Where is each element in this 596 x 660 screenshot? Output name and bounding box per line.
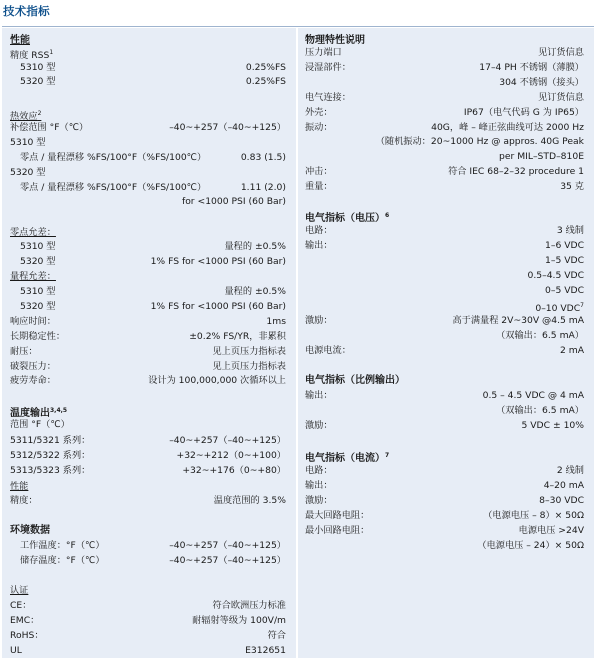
spec-label: 电路： xyxy=(305,465,333,476)
spec-label: 激励： xyxy=(305,495,333,506)
spec-row xyxy=(298,254,594,268)
spec-row xyxy=(2,360,296,374)
spec-value: 1–5 VDC xyxy=(545,255,584,266)
spec-row xyxy=(298,419,594,433)
spec-row xyxy=(298,239,594,253)
spec-label: 疲劳寿命： xyxy=(10,375,56,386)
footnote-marker: 7 xyxy=(580,302,584,309)
spec-label: 外壳： xyxy=(305,107,333,118)
spec-row xyxy=(298,479,594,493)
section-heading: 性能 xyxy=(10,35,30,46)
spec-label: 补偿范围 °F（℃） xyxy=(10,122,89,133)
spec-value: –40~+257（–40~+125） xyxy=(169,555,286,566)
spec-label: 范围 °F（℃） xyxy=(10,419,70,430)
footnote-marker: 7 xyxy=(385,452,390,459)
spec-value: 1.11 (2.0) xyxy=(240,182,286,193)
spec-row xyxy=(2,181,296,195)
spec-value: E312651 xyxy=(245,645,286,656)
spec-row xyxy=(2,449,296,463)
spec-value: 0.5–4.5 VDC xyxy=(527,270,584,281)
spec-value: 见上页压力指标表 xyxy=(212,346,286,357)
spec-value: 符合 xyxy=(267,630,286,641)
spec-label: 电气连接： xyxy=(305,92,351,103)
spec-value: 符合 IEC 68–2–32 procedure 1 xyxy=(448,166,584,177)
spec-row xyxy=(298,509,594,523)
spec-value: +32~+212（0~+100） xyxy=(176,450,286,461)
spec-row xyxy=(2,300,296,314)
spec-row xyxy=(298,180,594,194)
spec-row xyxy=(2,524,296,538)
spec-row xyxy=(2,464,296,478)
spec-value: 2 线制 xyxy=(556,465,584,476)
spec-row xyxy=(2,285,296,299)
spec-value: 17–4 PH 不锈钢（薄膜） xyxy=(479,62,584,73)
spec-value: 设计为 100,000,000 次循环以上 xyxy=(148,375,286,386)
section-heading: 电气指标（电流）$^7$ xyxy=(305,452,390,464)
spec-value: 符合欧洲压力标准 xyxy=(212,600,286,611)
spec-label: 认证 xyxy=(10,585,29,596)
spec-value: 耐辐射等级为 100V/m xyxy=(192,615,286,626)
spec-label: UL xyxy=(10,645,22,656)
spec-value: 量程的 ±0.5% xyxy=(224,241,286,252)
spec-value: 0–5 VDC xyxy=(545,285,584,296)
spec-row xyxy=(298,121,594,135)
spec-row xyxy=(2,330,296,344)
spec-value: 0.25%FS xyxy=(245,76,286,87)
spec-value: 1ms xyxy=(266,316,286,327)
spec-label: 5310 型 xyxy=(10,137,46,148)
spec-value: 高于满量程 2V~30V @4.5 mA xyxy=(452,315,584,326)
spec-row xyxy=(298,539,594,553)
spec-value: 304 不锈钢（接头） xyxy=(499,77,584,88)
spec-value: 5 VDC ± 10% xyxy=(521,420,584,431)
spec-label: 电源电流： xyxy=(305,345,351,356)
footnote-marker: 3,4,5 xyxy=(50,407,68,414)
spec-label: 5320 型 xyxy=(20,256,56,267)
spec-label: 振动： xyxy=(305,122,333,133)
spec-value: 见订货信息 xyxy=(538,47,584,58)
spec-value: 见上页压力指标表 xyxy=(212,361,286,372)
spec-row xyxy=(2,151,296,165)
spec-row xyxy=(2,480,296,494)
spec-value: 0.5 – 4.5 VDC @ 4 mA xyxy=(482,390,584,401)
spec-label: 最大回路电阻： xyxy=(305,510,370,521)
spec-label: 激励： xyxy=(305,420,333,431)
spec-value: IP67（电气代码 G 为 IP65） xyxy=(463,107,584,118)
spec-label: 零点 / 量程漂移 %FS/100°F（%FS/100℃） xyxy=(20,152,207,163)
spec-row xyxy=(298,524,594,538)
spec-value: （电源电压 – 24）× 50Ω xyxy=(477,540,584,551)
spec-row xyxy=(2,614,296,628)
spec-value: 温度范围的 3.5% xyxy=(213,495,286,506)
footnote-marker: 6 xyxy=(385,212,390,219)
page-title: 技术指标 xyxy=(3,4,50,18)
spec-row xyxy=(298,464,594,478)
spec-label: 破裂压力： xyxy=(10,361,56,372)
spec-row xyxy=(2,75,296,89)
spec-label: 5320 型 xyxy=(20,76,56,87)
spec-label: 输出： xyxy=(305,480,333,491)
spec-label: 工作温度：°F（℃） xyxy=(20,540,105,551)
spec-row xyxy=(298,150,594,164)
spec-value: for <1000 PSI (60 Bar) xyxy=(181,196,286,207)
spec-value: 1% FS for <1000 PSI (60 Bar) xyxy=(150,301,286,312)
spec-label: 输出： xyxy=(305,240,333,251)
spec-value: –40~+257（–40~+125） xyxy=(169,435,286,446)
spec-value: 1% FS for <1000 PSI (60 Bar) xyxy=(150,256,286,267)
spec-row xyxy=(298,494,594,508)
spec-row xyxy=(298,389,594,403)
spec-value: 8–30 VDC xyxy=(539,495,584,506)
spec-row xyxy=(2,240,296,254)
spec-value: （电源电压 – 8）× 50Ω xyxy=(483,510,584,521)
spec-label: EMC： xyxy=(10,615,40,626)
spec-label: 性能 xyxy=(10,481,29,492)
spec-label: 储存温度：°F（℃） xyxy=(20,555,105,566)
spec-label: 浸湿部件： xyxy=(305,62,351,73)
spec-label: 5310 型 xyxy=(20,286,56,297)
spec-row xyxy=(2,270,296,284)
spec-value: 0.25%FS xyxy=(245,62,286,73)
spec-label: 重量： xyxy=(305,181,333,192)
spec-value: 4–20 mA xyxy=(543,480,584,491)
spec-row xyxy=(298,269,594,283)
spec-value: 量程的 ±0.5% xyxy=(224,286,286,297)
left-spec-panel xyxy=(2,28,296,658)
section-heading: 温度输出$^{3,4,5}$ xyxy=(10,407,68,419)
spec-row xyxy=(298,284,594,298)
spec-value: （双输出：6.5 mA） xyxy=(496,330,584,341)
spec-label: 5312/5322 系列： xyxy=(10,450,91,461)
spec-row xyxy=(298,76,594,90)
spec-row xyxy=(2,539,296,553)
spec-row xyxy=(2,554,296,568)
footnote-marker: 1 xyxy=(49,49,54,56)
spec-row xyxy=(298,91,594,105)
spec-row xyxy=(298,224,594,238)
spec-row xyxy=(2,418,296,432)
header-divider xyxy=(2,26,594,27)
spec-value: ±0.2% FS/YR，非累积 xyxy=(189,331,286,342)
spec-label: 零点允差： xyxy=(10,227,56,238)
spec-value: –40~+257（–40~+125） xyxy=(169,122,286,133)
spec-label: 5310 型 xyxy=(20,62,56,73)
footnote-marker: 2 xyxy=(37,110,42,117)
spec-row xyxy=(298,314,594,328)
spec-label: 热效应$^2$ xyxy=(10,110,42,122)
spec-row xyxy=(2,494,296,508)
spec-label: 精度： xyxy=(10,495,38,506)
spec-label: 量程允差： xyxy=(10,271,56,282)
spec-value: 2 mA xyxy=(559,345,584,356)
right-spec-panel xyxy=(298,28,594,658)
spec-label: 5313/5323 系列： xyxy=(10,465,91,476)
spec-row xyxy=(298,135,594,149)
spec-value: （双输出：6.5 mA） xyxy=(496,405,584,416)
spec-row xyxy=(298,404,594,418)
spec-row xyxy=(298,165,594,179)
section-heading: 电气指标（电压）$^6$ xyxy=(305,212,390,224)
spec-value: +32~+176（0~+80） xyxy=(182,465,286,476)
spec-value: 0–10 VDC$^7$ xyxy=(535,302,584,314)
spec-row xyxy=(2,599,296,613)
spec-label: 精度 RSS$^1$ xyxy=(10,49,54,61)
spec-row xyxy=(2,107,296,121)
spec-row xyxy=(298,329,594,343)
spec-row xyxy=(2,315,296,329)
spec-row xyxy=(2,404,296,418)
spec-row xyxy=(298,449,594,463)
spec-value: 35 克 xyxy=(560,181,584,192)
spec-label: 5320 型 xyxy=(20,301,56,312)
spec-row xyxy=(2,121,296,135)
spec-row xyxy=(298,46,594,60)
spec-row xyxy=(2,345,296,359)
spec-label: 响应时间： xyxy=(10,316,56,327)
spec-value: 0.83 (1.5) xyxy=(240,152,286,163)
spec-row xyxy=(298,374,594,388)
spec-row xyxy=(2,644,296,658)
spec-row xyxy=(2,46,296,60)
spec-row xyxy=(298,106,594,120)
spec-row xyxy=(2,226,296,240)
spec-row xyxy=(2,255,296,269)
spec-value: （随机振动：20~1000 Hz @ appros. 40G Peak xyxy=(375,136,584,147)
left-spec-list xyxy=(2,28,296,658)
spec-row xyxy=(2,136,296,150)
spec-row xyxy=(2,434,296,448)
spec-label: 长期稳定性： xyxy=(10,331,66,342)
spec-row xyxy=(2,61,296,75)
spec-row xyxy=(2,584,296,598)
spec-row xyxy=(2,166,296,180)
spec-value: per MIL–STD–810E xyxy=(499,151,584,162)
spec-label: 零点 / 量程漂移 %FS/100°F（%FS/100℃） xyxy=(20,182,207,193)
spec-label: 电路： xyxy=(305,225,333,236)
right-spec-list xyxy=(298,28,594,658)
spec-row xyxy=(298,61,594,75)
section-heading: 环境数据 xyxy=(10,525,50,536)
spec-value: 1–6 VDC xyxy=(545,240,584,251)
spec-row xyxy=(298,209,594,223)
spec-row xyxy=(298,344,594,358)
spec-label: 最小回路电阻： xyxy=(305,525,370,536)
spec-label: 5311/5321 系列： xyxy=(10,435,91,446)
section-heading: 电气指标（比例输出） xyxy=(305,375,405,386)
spec-row xyxy=(2,374,296,388)
spec-value: –40~+257（–40~+125） xyxy=(169,540,286,551)
spec-value: 40G，峰 – 峰正弦曲线可达 2000 Hz xyxy=(431,122,584,133)
section-heading: 物理特性说明 xyxy=(305,35,365,46)
spec-value: 电源电压 >24V xyxy=(518,525,584,536)
spec-label: 5310 型 xyxy=(20,241,56,252)
spec-label: 耐压： xyxy=(10,346,38,357)
spec-row xyxy=(2,629,296,643)
spec-label: RoHS： xyxy=(10,630,44,641)
spec-label: 冲击： xyxy=(305,166,333,177)
spec-value: 见订货信息 xyxy=(538,92,584,103)
spec-row xyxy=(2,195,296,209)
spec-label: 激励： xyxy=(305,315,333,326)
spec-row xyxy=(298,299,594,313)
spec-value: 3 线制 xyxy=(556,225,584,236)
spec-label: 压力端口 xyxy=(305,47,342,58)
spec-label: CE： xyxy=(10,600,32,611)
spec-label: 5320 型 xyxy=(10,167,46,178)
spec-label: 输出： xyxy=(305,390,333,401)
